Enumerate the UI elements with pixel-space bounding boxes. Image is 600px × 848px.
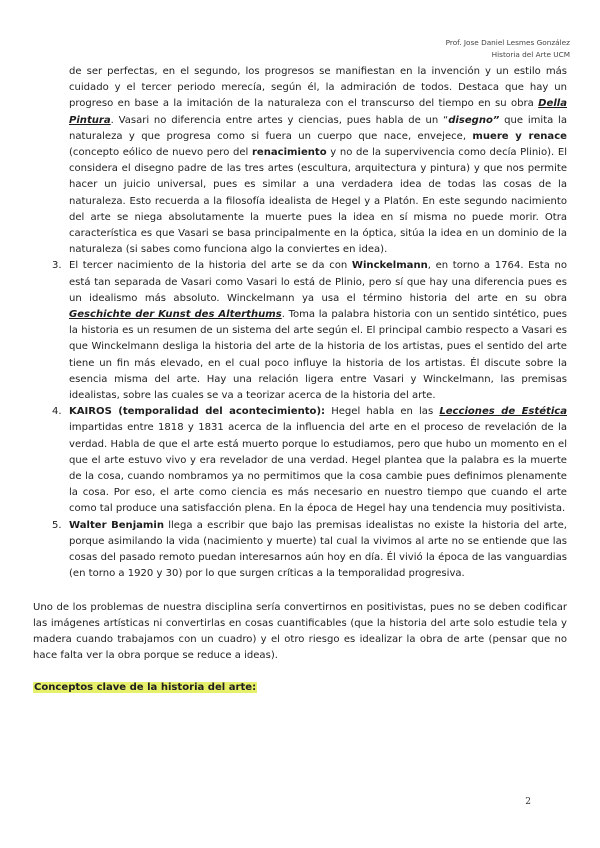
header-course: Historia del Arte UCM: [491, 49, 570, 59]
list-number: 3.: [52, 260, 62, 272]
concepts-heading: [33, 680, 567, 696]
highlighted-heading: Conceptos clave de la historia del arte:: [34, 682, 257, 694]
term-disegno: disegno”: [448, 114, 500, 126]
numbered-list: [33, 258, 567, 582]
list-item-winckelmann: [33, 258, 567, 404]
text-run: (concepto eólico de nuevo pero del: [69, 147, 252, 159]
name-walter-benjamin: Walter Benjamin: [69, 519, 164, 531]
text-run: llega a escribir que bajo las premisas idealistas no existe la historia del arte, porque asimilando la vida (nacimiento y muerte) tal cual la vivimos al arte no se entiende que las cosas del pasado remoto puedan interesarnos aún hoy en día. Él vivió la época de las vanguardias (en torno a 1920 y 30) por lo que surgen críticas a la temporalidad progresiva.: [69, 519, 567, 580]
header-author: Prof. Jose Daniel Lesmes González: [445, 38, 570, 47]
page-header: [446, 37, 570, 60]
term-kairos: KAIROS (temporalidad del acontecimiento):: [69, 406, 326, 418]
text-run: impartidas entre 1818 y 1831 acerca de la influencia del arte en el proceso de revelación de la verdad. Habla de que el arte está muerto porque lo estudiamos, pero que hubo un momento en el que el arte estuvo vivo y era revelador de una verdad. Hegel plantea que la palabra es la muerte de la cosa, cuando nombramos ya no permitimos que la cosa cambie pues definimos plenamente la cosa. Por eso, el arte como ciencia es más necesario en nuestro tiempo que cuando el arte como tal produce una satisfacción plena. En la época de Hegel hay una tendencia muy positivista.: [69, 422, 567, 515]
name-winckelmann: Winckelmann: [351, 260, 428, 272]
text-run: . Toma la palabra historia con un sentido sintético, pues la historia es un resumen de un sistema del arte según el. El principal cambio respecto a Vasari es que Winckelmann desliga la historia del arte de la historia de los artistas, pues el sentido del arte tiene un fin más elevado, en el cual poco influye la historia de los artistas. Él discute sobre la esencia misma del arte. Hay una relación ligera entre Vasari y Winckelmann, las premisas idealistas, sobre las cuales se va a teorizar acerca de la historia del arte.: [69, 309, 567, 402]
text-run: . Vasari no diferencia entre artes y ciencias, pues habla de un “: [110, 114, 449, 126]
text-run: Hegel habla en las: [325, 406, 440, 418]
text-run: El tercer nacimiento de la historia del arte se da con: [69, 260, 352, 272]
book-title-della-pintura: Della Pintura: [69, 98, 567, 126]
text-run: , en torno a 1764. Esta no está tan separada de Vasari como Vasari lo está de Plinio, pero sí que hay una diferencia pues es un idealismo más absoluto. Winckelmann ya usa el término historia del arte en su obra: [69, 260, 568, 304]
continued-paragraph: [33, 64, 567, 258]
book-title-lecciones: Lecciones de Estética: [439, 406, 568, 418]
term-muere-renace: muere y renace: [472, 130, 567, 142]
list-item-kairos: [33, 404, 567, 517]
list-number: 4.: [52, 406, 62, 418]
text-run: de ser perfectas, en el segundo, los progresos se manifiestan en la invención y un estilo más cuidado y el tercer periodo merecía, según él, la admiración de todos. Destaca que hay un progreso en base a la imitación de la naturaleza con el transcurso del tiempo en su obra: [69, 66, 567, 110]
document-body: [33, 64, 567, 707]
book-title-geschichte: Geschichte der Kunst des Alterthums: [69, 309, 282, 321]
closing-paragraph: Uno de los problemas de nuestra disciplina sería convertirnos en positivistas, pues no se deben codificar las imágenes artísticas ni convertirlas en cosas cuantificables (que la historia del arte solo estudie tela y madera cuando trabajamos con un cuadro) y el otro riesgo es idealizar la obra de arte (pensar que no hace falta ver la obra porque se reduce a ideas).: [33, 601, 567, 662]
list-item-benjamin: [33, 518, 567, 583]
page-number: 2: [525, 797, 531, 807]
text-run: que imita la naturaleza y que progresa como si fuera un cuerpo que nace, envejece,: [69, 114, 567, 142]
list-number: 5.: [52, 519, 62, 531]
term-renacimiento: renacimiento: [251, 147, 327, 159]
text-run: y no de la supervivencia como decía Plinio). El considera el disegno padre de las tres artes (escultura, arquitectura y pintura) y que nos permite hacer un juicio universal, pues es similar a una verdadera idea de todas las cosas de la naturaleza. Esto recuerda a la filosofía idealista de Hegel y a Platón. En este segundo nacimiento del arte se niega absolutamente la muerte pues la idea en sí misma no puede morir. Otra característica es que Vasari se basa principalmente en la óptica, sitúa la idea en un dominio de la naturaleza (si sabes como funciona algo la conviertes en idea).: [69, 147, 567, 256]
